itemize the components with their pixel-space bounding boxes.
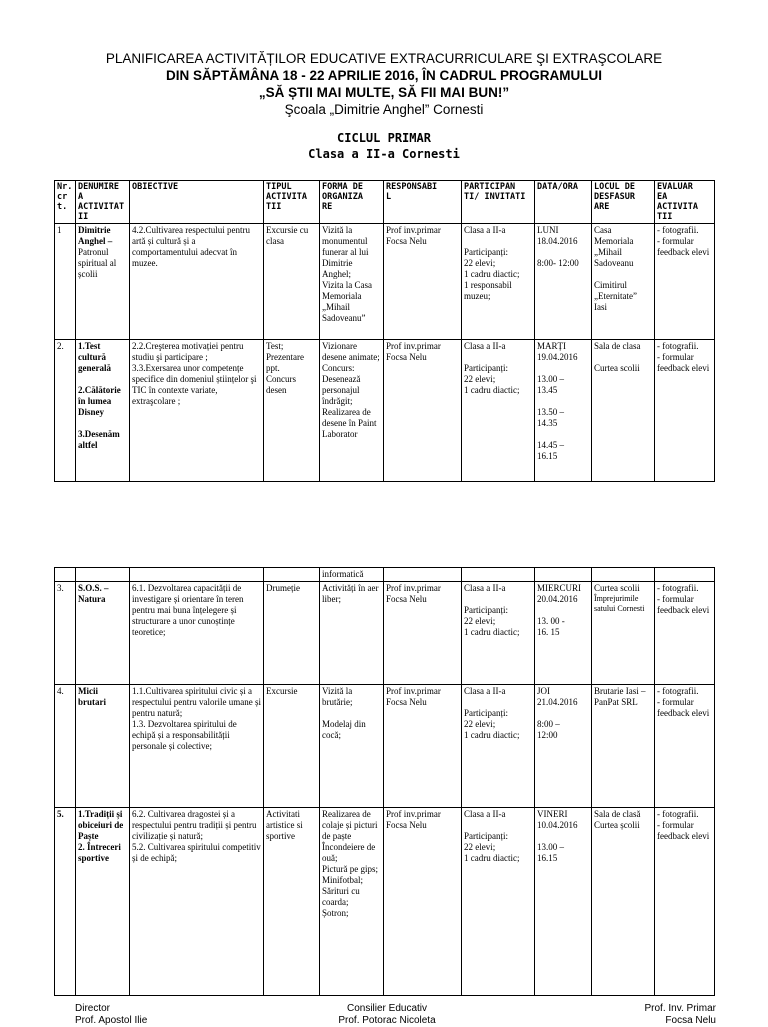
cell-form: Vizionare desene animate; Concurs: Desenează personajul îndrăgit; Realizarea de desene în Paint Laborator	[320, 340, 384, 482]
cell-name: 1.Tradiții și obiceiuri de Paște 2. Întreceri sportive	[76, 808, 130, 996]
cell-place: Sala de clasă Curtea școlii	[592, 808, 655, 996]
footer-counselor-title: Consilier Educativ	[346, 1003, 428, 1014]
table-row	[55, 340, 715, 482]
col-header-date: DATA/ORA	[535, 181, 592, 224]
footer-director	[75, 1003, 147, 1027]
document-header	[0, 50, 768, 118]
cell-responsible: Prof inv.primar Focsa Nelu	[384, 224, 462, 340]
cell-participants: Clasa a II-a Participanți: 22 elevi; 1 cadru diactic;	[462, 808, 535, 996]
cell-type: Drumeție	[264, 582, 320, 685]
cell-participants: Clasa a II-a Participanți: 22 elevi; 1 cadru diactic; 1 responsabil muzeu;	[462, 224, 535, 340]
cell-name: 1.Test cultură generală 2.Călătorie în lumea Disney 3.Desenăm altfel	[76, 340, 130, 482]
cell-date: MARȚI 19.04.2016 13.00 – 13.45 13.50 – 14.35 14.45 – 16.15	[535, 340, 592, 482]
col-header-responsible: RESPONSABI L	[384, 181, 462, 224]
cell-responsible: Prof inv.primar Focsa Nelu	[384, 582, 462, 685]
activities-table-page-2	[54, 567, 715, 996]
school-name: Şcoala „Dimitrie Anghel” Cornesti	[284, 102, 484, 117]
footer-teacher-name: Focsa Nelu	[665, 1015, 716, 1026]
cell-form: Activități în aer liber;	[320, 582, 384, 685]
footer-director-name: Prof. Apostol Ilie	[75, 1015, 148, 1026]
cell-place: Casa Memoriala „Mihail Sadoveanu Cimitirul „Eternitate” Iasi	[592, 224, 655, 340]
table-row	[55, 224, 715, 340]
title-line-3: „SĂ ȘTII MAI MULTE, SĂ FII MAI BUN!”	[258, 85, 510, 100]
footer-teacher	[645, 1003, 717, 1027]
cell-objectives: 4.2.Cultivarea respectului pentru artă și cultură și a comportamentului adecvat în muzee.	[130, 224, 264, 340]
cell-date: VINERI 10.04.2016 13.00 – 16.15	[535, 808, 592, 996]
col-header-evaluation: EVALUAR EA ACTIVITA TII	[655, 181, 715, 224]
class-label: Clasa a II-a Cornesti	[308, 147, 460, 161]
cell-type: Test; Prezentare ppt. Concurs desen	[264, 340, 320, 482]
activities-table-page-1	[54, 180, 715, 482]
cell-evaluation: - fotografii. - formular feedback elevi	[655, 582, 715, 685]
place-primary: Curtea scolii	[594, 583, 640, 593]
table-row	[55, 685, 715, 808]
col-header-nr: Nr. cr t.	[55, 181, 76, 224]
cell-participants: Clasa a II-a Participanți: 22 elevi; 1 cadru diactic;	[462, 685, 535, 808]
cell-place: Brutarie Iasi – PanPat SRL	[592, 685, 655, 808]
col-header-name: DENUMIRE A ACTIVITAT II	[76, 181, 130, 224]
cell-nr: 5.	[55, 808, 76, 996]
cell-date: JOI 21.04.2016 8:00 – 12:00	[535, 685, 592, 808]
table-header-row	[55, 181, 715, 224]
col-header-place: LOCUL DE DESFASUR ARE	[592, 181, 655, 224]
col-header-type: TIPUL ACTIVITA TII	[264, 181, 320, 224]
cell-form: Vizită la brutărie; Modelaj din cocă;	[320, 685, 384, 808]
cell-nr: 3.	[55, 582, 76, 685]
cell-responsible: Prof inv.primar Focsa Nelu	[384, 808, 462, 996]
cell-type: Activitati artistice si sportive	[264, 808, 320, 996]
col-header-objectives: OBIECTIVE	[130, 181, 264, 224]
cell-evaluation: - fotografii. - formular feedback elevi	[655, 808, 715, 996]
footer-counselor-name: Prof. Potorac Nicoleta	[338, 1015, 436, 1026]
cell-objectives: 2.2.Creşterea motivației pentru studiu şi participare ; 3.3.Exersarea unor competențe specifice din domeniul științelor şi TIC în contexte variate, extraşcolare ;	[130, 340, 264, 482]
cell-responsible: Prof inv.primar Focsa Nelu	[384, 685, 462, 808]
place-secondary: Împrejurimile satului Cornesti	[594, 594, 645, 613]
cell-evaluation: - fotografii. - formular feedback elevi	[655, 340, 715, 482]
cell-name: S.O.S. – Natura	[76, 582, 130, 685]
class-heading	[0, 130, 768, 162]
cell-objectives: 6.1. Dezvoltarea capacității de investigare și orientare în teren pentru mai buna înțelegere și structurare a unor cunoștințe teoretice;	[130, 582, 264, 685]
cell-participants: Clasa a II-a Participanți: 22 elevi; 1 cadru diactic;	[462, 340, 535, 482]
cell-place: Sala de clasa Curtea scolii	[592, 340, 655, 482]
cell-form: Realizarea de colaje și picturi de paște Încondeiere de ouă; Pictură pe gips; Minifotbal; Sărituri cu coarda; Șotron;	[320, 808, 384, 996]
col-header-participants: PARTICIPAN TI/ INVITATI	[462, 181, 535, 224]
cell-nr: 1	[55, 224, 76, 340]
col-header-form: FORMA DE ORGANIZA RE	[320, 181, 384, 224]
cell-place	[592, 582, 655, 685]
cell-type: Excursie cu clasa	[264, 224, 320, 340]
cell-date: LUNI 18.04.2016 8:00- 12:00	[535, 224, 592, 340]
footer-teacher-title: Prof. Inv. Primar	[644, 1003, 716, 1014]
cell-name	[76, 224, 130, 340]
cell-form: Vizită la monumentul funerar al lui Dimitrie Anghel; Vizita la Casa Memoriala „Mihail Sadoveanu”	[320, 224, 384, 340]
cell-nr: 2.	[55, 340, 76, 482]
continuation-row	[55, 568, 715, 582]
cycle-label: CICLUL PRIMAR	[337, 131, 431, 145]
footer-counselor	[332, 1003, 442, 1027]
table-row	[55, 582, 715, 685]
title-line-2: DIN SĂPTĂMÂNA 18 - 22 APRILIE 2016, ÎN CADRUL PROGRAMULUI	[165, 68, 603, 83]
cell-name: Micii brutari	[76, 685, 130, 808]
cell-date: MIERCURI 20.04.2016 13. 00 - 16. 15	[535, 582, 592, 685]
cell-nr: 4.	[55, 685, 76, 808]
continuation-text: informatică	[320, 568, 384, 582]
activity-name: Dimitrie Anghel –	[78, 225, 113, 246]
cell-evaluation: - fotografii. - formular feedback elevi	[655, 685, 715, 808]
footer-director-title: Director	[75, 1003, 111, 1014]
table-row	[55, 808, 715, 996]
cell-type: Excursie	[264, 685, 320, 808]
cell-objectives: 6.2. Cultivarea dragostei și a respectului pentru tradiții și pentru civilizație și natură; 5.2. Cultivarea spiritului competitiv și de echipă;	[130, 808, 264, 996]
title-line-1: PLANIFICAREA ACTIVITĂȚILOR EDUCATIVE EXTRACURRICULARE ŞI EXTRAŞCOLARE	[105, 51, 663, 66]
activity-name-suffix: Patronul spiritual al școlii	[78, 247, 117, 279]
cell-evaluation: - fotografii. - formular feedback elevi	[655, 224, 715, 340]
cell-participants: Clasa a II-a Participanți: 22 elevi; 1 cadru diactic;	[462, 582, 535, 685]
cell-objectives: 1.1.Cultivarea spiritului civic și a respectului pentru valorile umane și pentru natură; 1.3. Dezvoltarea spiritului de echipă și a responsabilității personale și colective;	[130, 685, 264, 808]
cell-responsible: Prof inv.primar Focsa Nelu	[384, 340, 462, 482]
